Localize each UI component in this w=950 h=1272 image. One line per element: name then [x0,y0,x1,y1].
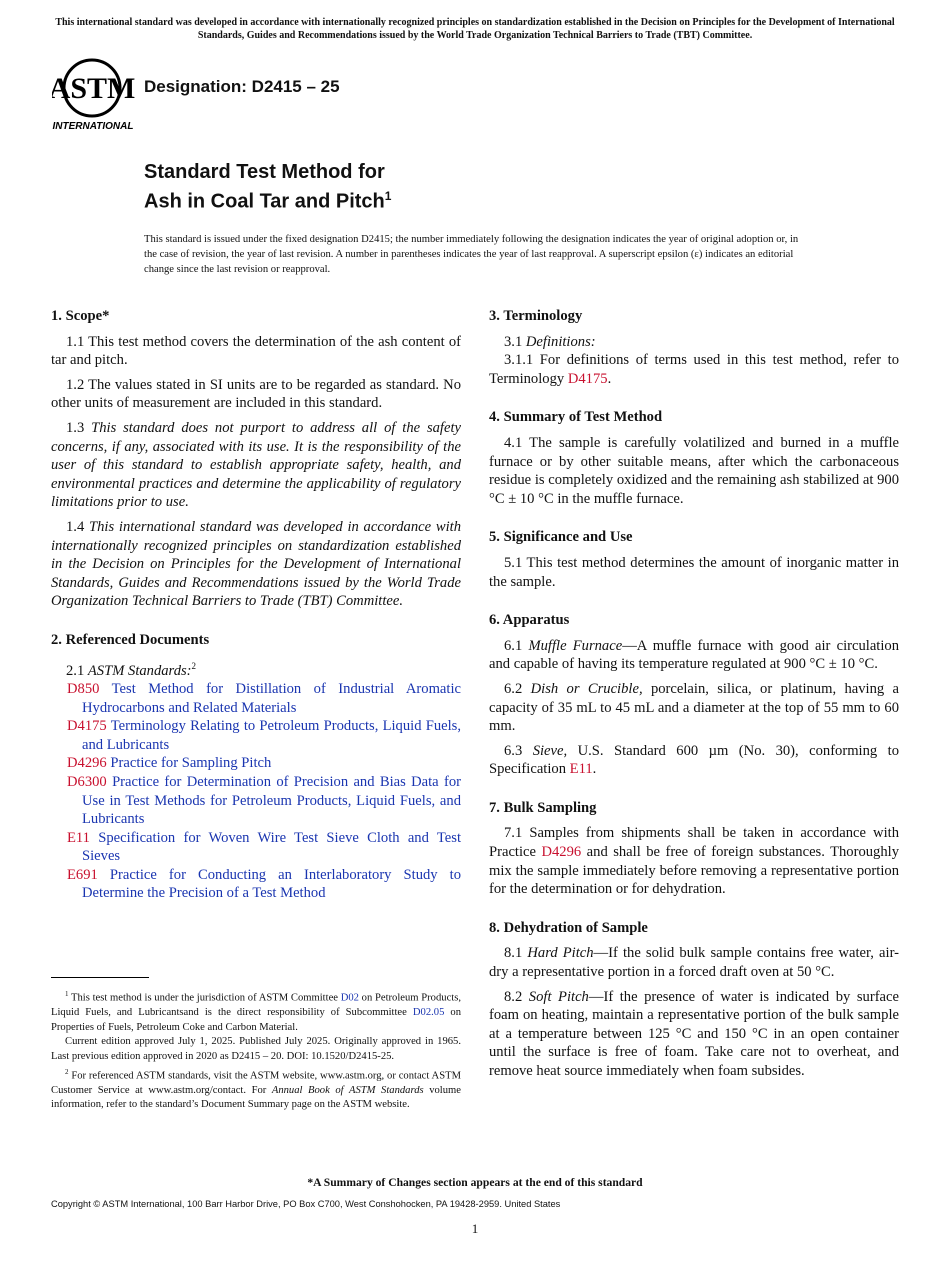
para-number: 1.3 [66,419,92,436]
practice-link[interactable]: D4296 [541,844,582,861]
footnote-text: For referenced ASTM standards, visit the ASTM website, www.astm.org, or contact ASTM Customer Service at www.astm.org/contact. For [51,1070,461,1096]
para-text: porcelain, silica, or platinum, having a capacity of 35 mL to 45 mL and a diameter at the top of 55 mm to 60 mm. [489,680,900,735]
designation: Designation: D2415 – 25 [144,77,340,96]
astm-logo [52,56,136,132]
paragraph: 4.1 The sample is carefully volatilized and burned in a muffle furnace or by other suitable means, after which the carbonaceous residue is completely oxidized and the remaining ash stabilized at 900 °C ± 10 °C in the muffle furnace. [489,434,899,507]
document-title [144,160,391,214]
reference-code-link[interactable]: D4175 [67,718,107,735]
para-text: and shall be free of foreign substances. Thoroughly mix the sample immediately before removing a representative portion for the determination or for dehydration. [489,844,899,898]
reference-code-link[interactable]: D850 [67,680,100,697]
para-term: Sieve, [532,742,568,759]
para-number: 3.1 [504,333,526,350]
committee-link[interactable]: D02 [340,992,359,1004]
paragraph: 1.1 This test method covers the determination of the ash content of tar and pitch. [51,333,461,369]
page-number: 1 [471,1221,479,1236]
paragraph [489,742,899,779]
section-referenced-documents [51,631,461,903]
section-heading: 4. Summary of Test Method [489,409,663,426]
para-term: Soft Pitch [528,988,589,1005]
title-line-1: Standard Test Method for [144,161,385,183]
section-bulk-sampling [489,799,899,899]
paragraph [489,333,899,352]
paragraph [489,351,899,388]
left-column [51,307,461,923]
right-column [489,307,899,1101]
para-number: 6.2 [504,680,531,697]
reference-title-link[interactable]: Practice for Sampling Pitch [110,755,272,772]
top-note: This international standard was developed in accordance with internationally recognized principles on standardization established in the Decision on Principles for the Development of International Standards, Guides and Recommendations issued by the World Trade Organization Technical Barriers to Trade (TBT) Committee. [55,17,895,41]
para-text: . [607,370,612,387]
reference-code-link[interactable]: D6300 [67,773,107,790]
para-number: 2.1 [66,662,88,679]
para-text: 7.1 Samples from shipments shall be taken in accordance with Practice [489,825,899,861]
para-term: Hard Pitch [527,945,594,962]
reference-title-link[interactable]: Terminology Relating to Petroleum Products, Liquid Fuels, and Lubricants [82,718,462,753]
logo-international-text: INTERNATIONAL [52,121,134,132]
paragraph [51,419,461,512]
para-text: U.S. Standard 600 µm (No. 30), conforming to Specification [489,742,899,778]
para-text: 3.1.1 For definitions of terms used in this test method, refer to Terminology [489,352,899,387]
reference-item [51,754,461,773]
specification-link[interactable]: E11 [569,761,593,778]
para-term: Muffle Furnace [528,637,623,654]
reference-title-link[interactable]: Practice for Determination of Precision and Bias Data for Use in Test Methods for Petroleum Products, Liquid Fuels, and Lubricants [82,773,461,828]
footnote-2 [51,1065,461,1113]
paragraph [489,824,899,898]
section-heading: 6. Apparatus [489,612,570,629]
issued-note: This standard is issued under the fixed designation D2415; the number immediately following the designation indicates the year of original adoption or, in the case of revision, the year of last revision. A number in parentheses indicates the year of last reapproval. A superscript epsilon (ε) indicates an editorial change since the last revision or reapproval. [144,234,799,275]
reference-code-link[interactable]: D4296 [67,755,107,772]
footnote-divider [51,977,149,978]
footnote-text: on Petroleum Products, Liquid Fuels, and Lubricantsand is the direct responsibility of Subcommittee [51,992,461,1019]
footnote-mark: 2 [65,1067,69,1076]
reference-item [51,829,461,866]
paragraph: 5.1 This test method determines the amount of inorganic matter in the sample. [489,554,899,590]
para-text: —If the presence of water is indicated by surface foam on heating, maintain a representative portion of the bulk sample at a temperature between 125 °C and 150 °C in an open container until the surface is free of foam. Take care not to overheat, and remove heat source immediately when foam subsides. [489,988,899,1079]
section-heading: 5. Significance and Use [489,529,633,546]
footnote-mark: 1 [65,990,69,998]
para-term: Dish or Crucible, [530,680,643,697]
reference-title-link[interactable]: Practice for Conducting an Interlaboratory Study to Determine the Precision of a Test Method [82,866,461,902]
copyright: Copyright © ASTM International, 100 Barr Harbor Drive, PO Box C700, West Conshohocken, PA 19428-2959. United States [51,1199,561,1209]
para-text: This standard does not purport to address all of the safety concerns, if any, associated with its use. It is the responsibility of the user of this standard to establish appropriate safety, health, and environmental practices and determine the applicability of regulatory limitations prior to use. [51,419,461,511]
terminology-link[interactable]: D4175 [567,370,608,387]
footnote-text: on Properties of Fuels, Petroleum Coke and Carbon Material. [51,1007,461,1033]
reference-item [51,680,461,717]
summary-of-changes-note: *A Summary of Changes section appears at the end of this standard [307,1176,643,1189]
footnote-1 [51,987,461,1035]
para-number: 6.3 [504,742,533,759]
para-number: 8.1 [504,945,528,962]
paragraph [51,657,461,680]
reference-title-link[interactable]: Specification for Woven Wire Test Sieve Cloth and Test Sieves [82,829,461,865]
title-line-2 [144,184,391,214]
para-text: ASTM Standards: [87,662,192,679]
logo-brand-text: ASTM [52,72,136,105]
title-line-2-text: Ash in Coal Tar and Pitch [144,190,385,213]
footnote-edition: Current edition approved July 1, 2025. Published July 2025. Originally approved in 1965. Last previous edition approved in 2020 as D2415 – 20. DOI: 10.1520/D2415-25. [51,1036,461,1062]
subcommittee-link[interactable]: D02.05 [412,1007,445,1019]
para-number: 1.4 [66,518,90,535]
reference-item [51,866,461,903]
section-heading: 3. Terminology [489,308,583,324]
section-summary [489,408,899,508]
section-heading: 2. Referenced Documents [51,631,210,648]
reference-item [51,717,461,754]
para-text: . [592,761,597,778]
section-terminology [489,307,899,388]
reference-item [51,773,461,829]
paragraph [489,680,899,736]
footnotes [51,987,461,1113]
footnote-text: This test method is under the jurisdiction of ASTM Committee [71,992,341,1004]
para-text: —A muffle furnace with good air circulation and capable of having its temperature regulated at 900 °C ± 10 °C. [489,637,900,673]
section-heading: 7. Bulk Sampling [489,799,597,816]
para-number: 6.1 [504,637,529,654]
paragraph [489,988,899,1081]
para-text: Definitions: [525,333,596,350]
para-text: —If the solid bulk sample contains free water, air-dry a representative portion in a forced draft oven at 50 °C. [489,945,899,981]
section-apparatus [489,611,899,779]
section-heading: 1. Scope* [51,308,110,324]
section-significance [489,528,899,591]
section-dehydration [489,919,899,1081]
section-heading: 8. Dehydration of Sample [489,919,648,936]
para-number: 8.2 [504,988,529,1005]
footnote-text: volume information, refer to the standard’s Document Summary page on the ASTM website. [51,1084,461,1111]
paragraph [489,637,899,674]
para-text: This international standard was developed in accordance with internationally recognized principles on standardization established in the Decision on Principles for the Development of International Standards, Guides and Recommendations issued by the World Trade Organization Technical Barriers to Trade (TBT) Committee. [51,518,462,610]
reference-title-link[interactable]: Test Method for Distillation of Industrial Aromatic Hydrocarbons and Related Materials [82,680,461,716]
paragraph [51,518,461,611]
section-scope [51,307,461,611]
title-footnote-mark: 1 [384,189,392,203]
reference-code-link[interactable]: E691 [67,866,98,883]
footnote-italic: Annual Book of ASTM Standards [271,1084,424,1096]
footnote-mark: 2 [191,660,197,671]
paragraph [489,944,899,981]
paragraph: 1.2 The values stated in SI units are to be regarded as standard. No other units of measurement are included in this standard. [51,376,461,412]
reference-code-link[interactable]: E11 [67,829,90,846]
astm-logo-icon [52,56,136,132]
